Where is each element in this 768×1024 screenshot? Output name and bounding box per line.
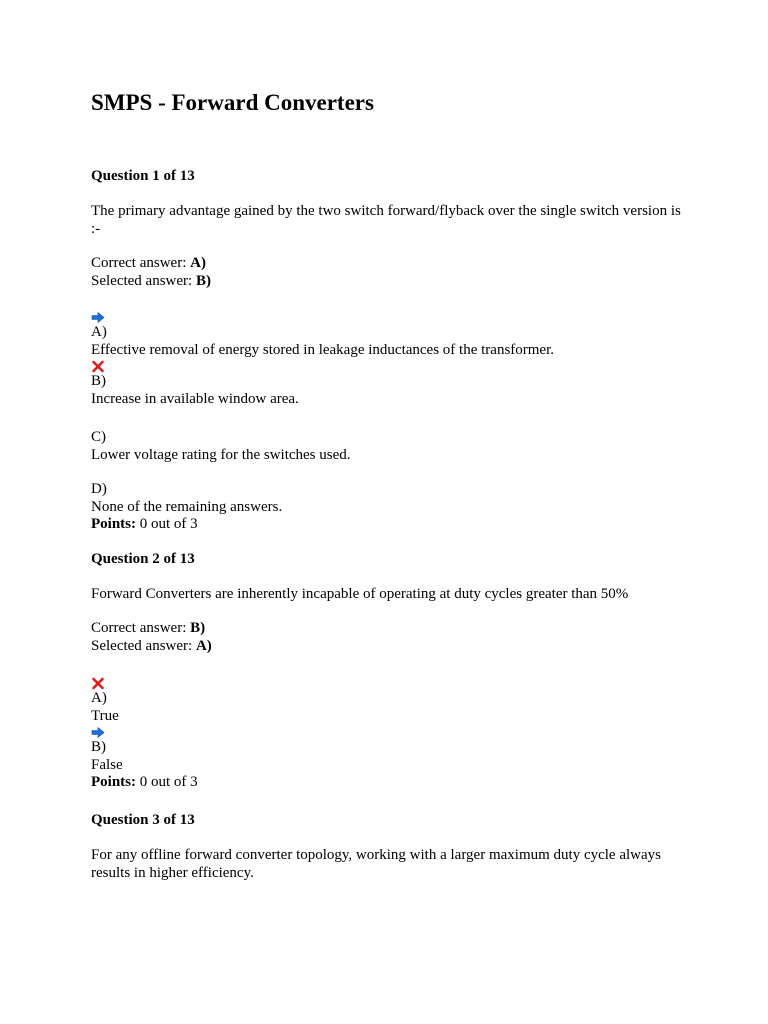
option-letter: B): [91, 373, 106, 389]
points-label: Points:: [91, 516, 136, 532]
option-letter: C): [91, 429, 106, 445]
selected-answer-value: A): [195, 637, 212, 654]
question-2-heading-block: [91, 551, 195, 569]
selected-answer-label: Selected answer:: [91, 272, 193, 289]
correct-answer-line: [91, 620, 212, 638]
option-letter: A): [91, 690, 107, 706]
correct-answer-label: Correct answer:: [91, 620, 187, 636]
option-letter: A): [91, 324, 107, 340]
question-heading: Question 3 of 13: [91, 812, 195, 828]
page-title: SMPS - Forward Converters: [91, 90, 374, 115]
question-heading: Question 1 of 13: [91, 168, 195, 184]
points-line: [91, 774, 198, 792]
question-1-answers: [91, 255, 211, 290]
question-2-answers: [91, 620, 212, 655]
points-line: [91, 516, 282, 534]
option-text: None of the remaining answers.: [91, 498, 283, 515]
option-text: Increase in available window area.: [91, 390, 299, 407]
selected-answer-line: [91, 273, 211, 291]
option-text: False: [91, 756, 123, 773]
question-text: For any offline forward converter topology, working with a larger maximum duty cycle always results in higher efficiency.: [91, 847, 661, 881]
selected-answer-line: [91, 638, 212, 656]
correct-answer-line: [91, 255, 211, 273]
question-heading: Question 2 of 13: [91, 551, 195, 567]
correct-answer-value: B): [190, 620, 206, 636]
selected-answer-label: Selected answer:: [91, 637, 193, 654]
option-text: True: [91, 707, 119, 724]
points-label: Points:: [91, 774, 136, 790]
question-3-heading-block: [91, 812, 195, 830]
option-text: Effective removal of energy stored in leakage inductances of the transformer.: [91, 341, 555, 358]
selected-answer-value: B): [195, 272, 211, 289]
question-2-text-block: [91, 586, 681, 604]
points-value: 0 out of 3: [139, 516, 198, 532]
arrow-icon: [91, 311, 105, 324]
question-text: The primary advantage gained by the two switch forward/flyback over the single switch version is :-: [91, 203, 681, 237]
arrow-icon: [91, 726, 105, 739]
question-1-heading-block: [91, 168, 195, 186]
question-2-options: [91, 676, 198, 792]
option-letter: D): [91, 481, 107, 497]
option-text: Lower voltage rating for the switches used.: [91, 446, 351, 463]
option-letter: B): [91, 739, 106, 755]
question-1-options: [91, 310, 554, 408]
points-value: 0 out of 3: [139, 774, 198, 790]
correct-answer-value: A): [190, 255, 206, 271]
cross-icon: [91, 677, 105, 690]
question-3-text-block: [91, 847, 681, 882]
question-1-options-last: [91, 481, 282, 534]
question-1-options-cont: [91, 429, 351, 464]
correct-answer-label: Correct answer:: [91, 255, 187, 271]
cross-icon: [91, 360, 105, 373]
question-1-text-block: [91, 203, 681, 238]
question-text: Forward Converters are inherently incapable of operating at duty cycles greater than 50%: [91, 586, 629, 602]
